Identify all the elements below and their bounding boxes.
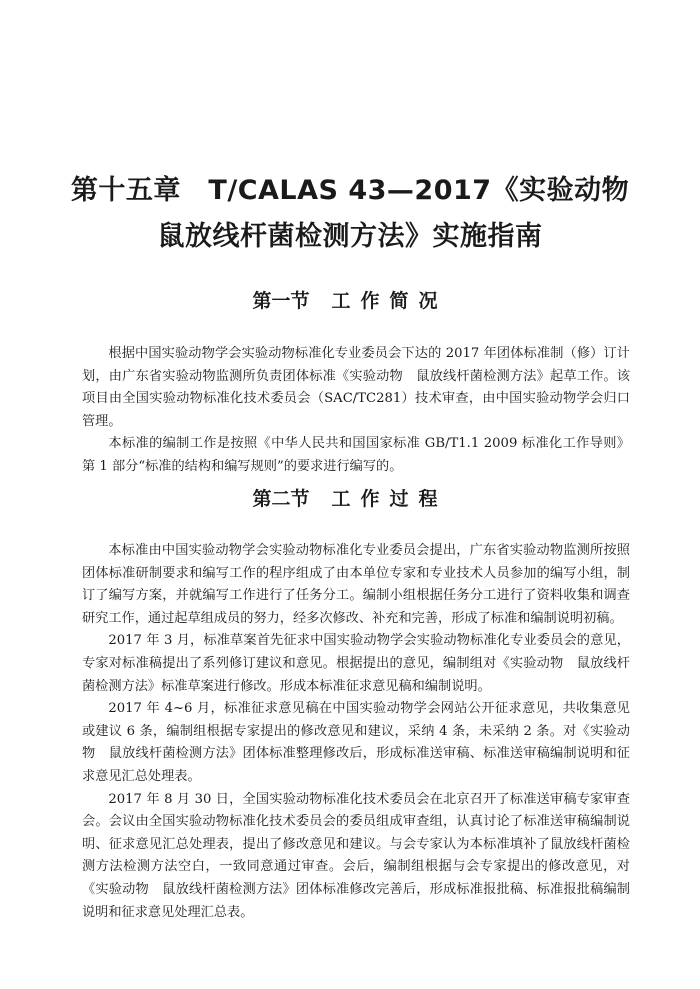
paragraph: 本标准的编制工作是按照《中华人民共和国国家标准 GB/T1.1 2009 标准化工作导则》第 1 部分“标准的结构和编写规则”的要求进行编写的。 <box>82 436 630 474</box>
section-body-work-process <box>82 540 630 924</box>
section-name: 工作简况 <box>331 290 448 312</box>
paragraph: 根据中国实验动物学会实验动物标准化专业委员会下达的 2017 年团体标准制（修）订计划，由广东省实验动物监测所负责团体标准《实验动物 鼠放线杆菌检测方法》起草工作。该项目由全国实验动物标准化技术委员会（SAC/TC281）技术审查，由中国实验动物学会归口管理。 <box>82 346 630 429</box>
paragraph: 2017 年 4~6 月，标准征求意见稿在中国实验动物学会网站公开征求意见，共收集意见或建议 6 条，编制组根据专家提出的修改意见和建议，采纳 4 条，未采纳 2 条。对《实验动物 鼠放线杆菌检测方法》团体标准整理修改后，形成标准送审稿、标准送审稿编制说明和征求意见汇总处理表。 <box>82 701 630 784</box>
section-number: 第二节 <box>252 488 310 510</box>
paragraph: 2017 年 8 月 30 日，全国实验动物标准化技术委员会在北京召开了标准送审稿专家审查会。会议由全国实验动物标准化技术委员会的委员组成审查组，认真讨论了标准送审稿编制说明、征求意见汇总处理表，提出了修改意见和建议。与会专家认为本标准填补了鼠放线杆菌检测方法检测方法空白，一致同意通过审查。会后，编制组根据与会专家提出的修改意见，对《实验动物 鼠放线杆菌检测方法》团体标准修改完善后，形成标准报批稿、标准报批稿编制说明和征求意见处理汇总表。 <box>82 791 630 920</box>
section-heading-work-process <box>0 486 700 512</box>
section-number: 第一节 <box>252 290 310 312</box>
section-name: 工作过程 <box>331 488 448 510</box>
paragraph: 本标准由中国实验动物学会实验动物标准化专业委员会提出，广东省实验动物监测所按照团体标准研制要求和编写工作的程序组成了由本单位专家和专业技术人员参加的编写小组，制订了编写方案，并就编写工作进行了任务分工。编制小组根据任务分工进行了资料收集和调查研究工作，通过起草组成员的努力，经多次修改、补充和完善，形成了标准和编制说明初稿。 <box>82 543 630 626</box>
section-body-work-summary <box>82 343 630 479</box>
chapter-title: 第十五章 T/CALAS 43—2017《实验动物 鼠放线杆菌检测方法》实施指南 <box>70 175 657 252</box>
paragraph: 2017 年 3 月，标准草案首先征求中国实验动物学会实验动物标准化专业委员会的意见，专家对标准稿提出了系列修订建议和意见。根据提出的意见，编制组对《实验动物 鼠放线杆菌检测方法》标准草案进行修改。形成本标准征求意见稿和编制说明。 <box>82 633 630 694</box>
section-heading-work-summary <box>0 288 700 314</box>
